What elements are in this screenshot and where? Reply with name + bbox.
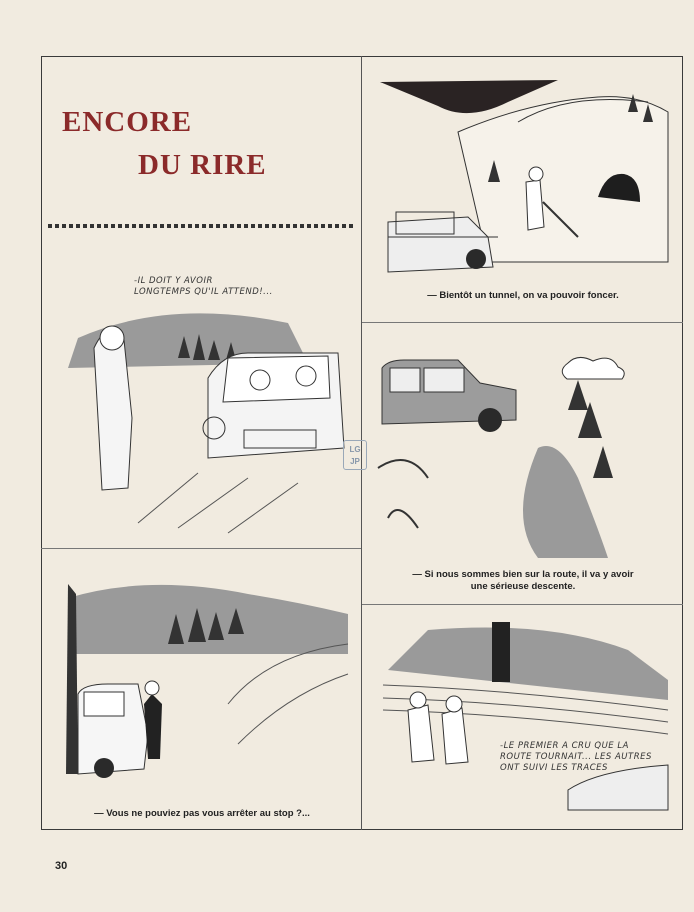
caption-descent-1: — Si nous sommes bien sur la route, il va y avoir [412,569,634,580]
watermark-line-2: JP [350,457,360,466]
caption-descent-2: une sérieuse descente. [470,581,576,592]
tracks-illustration [368,610,678,826]
panel-tracks [368,610,678,826]
panel-divider-left [41,548,361,549]
stop-sign-illustration [48,554,356,826]
panel-divider-right-2 [362,604,683,605]
panel-divider-right-1 [362,322,683,323]
panel-frozen-hitchhiker [48,268,356,546]
hitchhiker-illustration [48,268,356,546]
headline-encore: ENCORE [62,106,193,138]
panel-descent [368,328,678,600]
watermark-line-1: LG [349,445,361,454]
speech-tracks-2: ROUTE TOURNAIT... LES AUTRES [500,752,652,762]
headline-du-rire: DU RIRE [138,149,267,181]
caption-stop-sign: — Vous ne pouviez pas vous arrêter au stop ?... [94,808,310,819]
dashed-rule [48,224,356,228]
descent-illustration [368,328,678,600]
speech-hitchhiker-1: -IL DOIT Y AVOIR [134,276,213,286]
caption-tunnel: — Bientôt un tunnel, on va pouvoir foncer. [427,290,619,301]
panel-stop-sign [48,554,356,826]
page-number: 30 [55,860,68,872]
watermark-stamp [343,440,367,470]
speech-tracks-1: -LE PREMIER A CRU QUE LA [500,741,629,751]
speech-hitchhiker-2: LONGTEMPS QU'IL ATTEND!... [134,287,273,297]
speech-tracks-3: ONT SUIVI LES TRACES [500,763,608,773]
tunnel-illustration [368,62,678,320]
panel-tunnel [368,62,678,320]
